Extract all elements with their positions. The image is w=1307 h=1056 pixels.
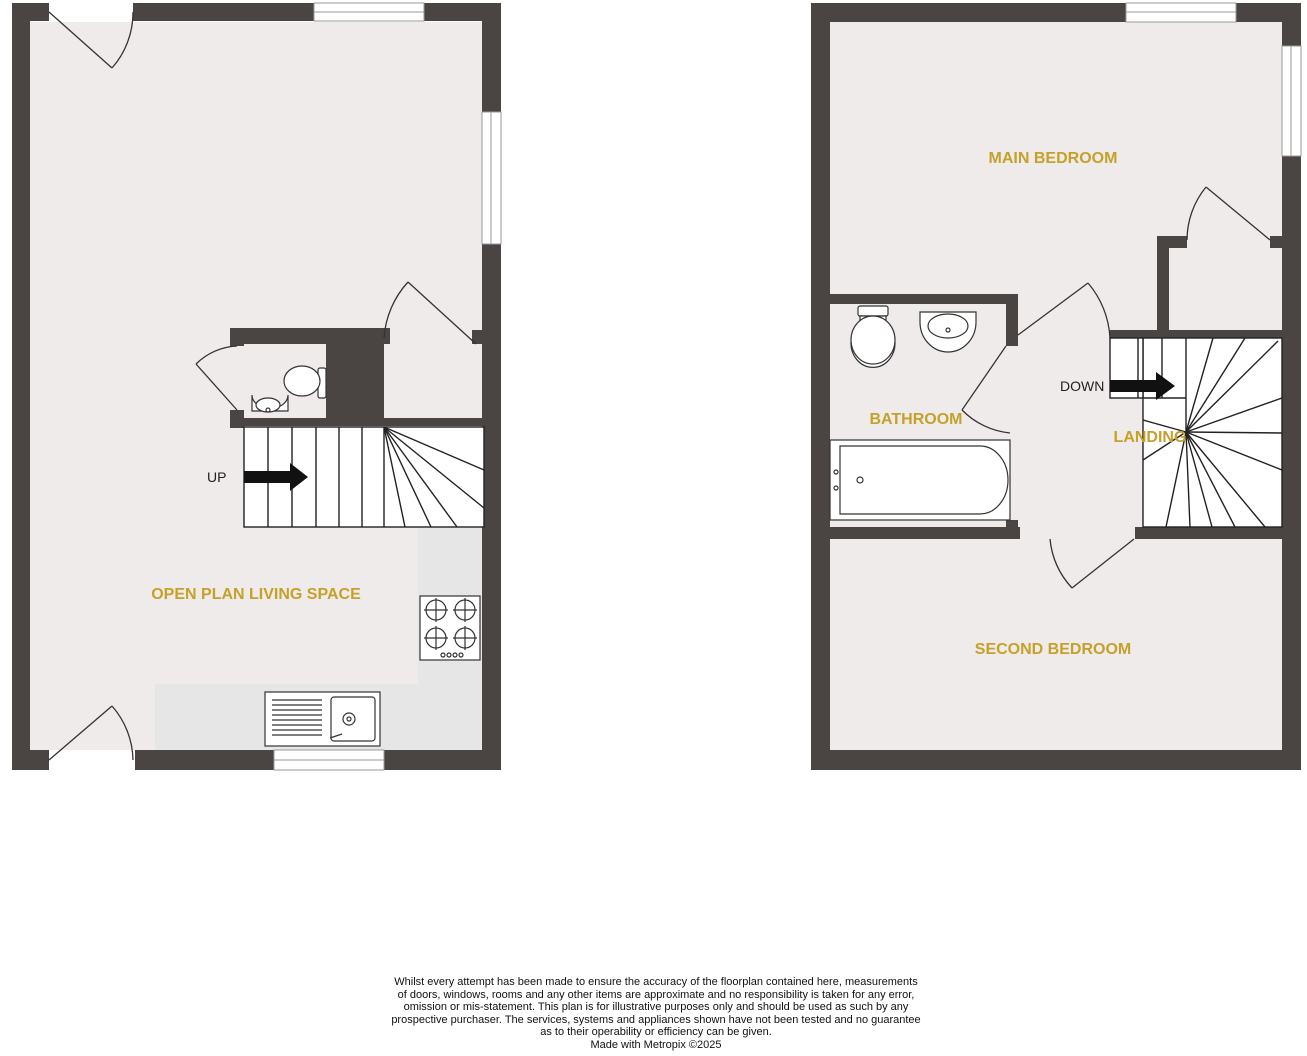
room-label-main-bedroom: MAIN BEDROOM [988,150,1118,167]
disclaimer [370,976,942,1052]
room-label-landing: LANDING [1113,429,1187,446]
metropix-credit: Made with Metropix ©2025 [590,1038,722,1051]
sink-icon [265,692,380,746]
stairs-up-label: UP [207,469,227,485]
room-label-open-plan: OPEN PLAN LIVING SPACE [151,586,361,603]
first-floor [811,3,1301,770]
room-label-bathroom: BATHROOM [869,411,963,428]
disclaimer-line: of doors, windows, rooms and any other items are approximate and no responsibility is taken for any error, [397,988,915,1001]
disclaimer-line: as to their operability or efficiency can be given. [540,1026,772,1039]
disclaimer-line: omission or mis-statement. This plan is for illustrative purposes only and should be used as such by any [403,1001,909,1014]
disclaimer-line: prospective purchaser. The services, systems and appliances shown have not been tested and no guarantee [391,1013,921,1026]
disclaimer-line: Whilst every attempt has been made to ensure the accuracy of the floorplan contained here, measurements [394,976,918,988]
stairs-down-label: DOWN [1060,378,1105,394]
hob-icon [420,596,480,660]
ground-floor [12,3,501,770]
room-label-second-bedroom: SECOND BEDROOM [974,641,1132,658]
ground-floor-area [30,22,482,750]
